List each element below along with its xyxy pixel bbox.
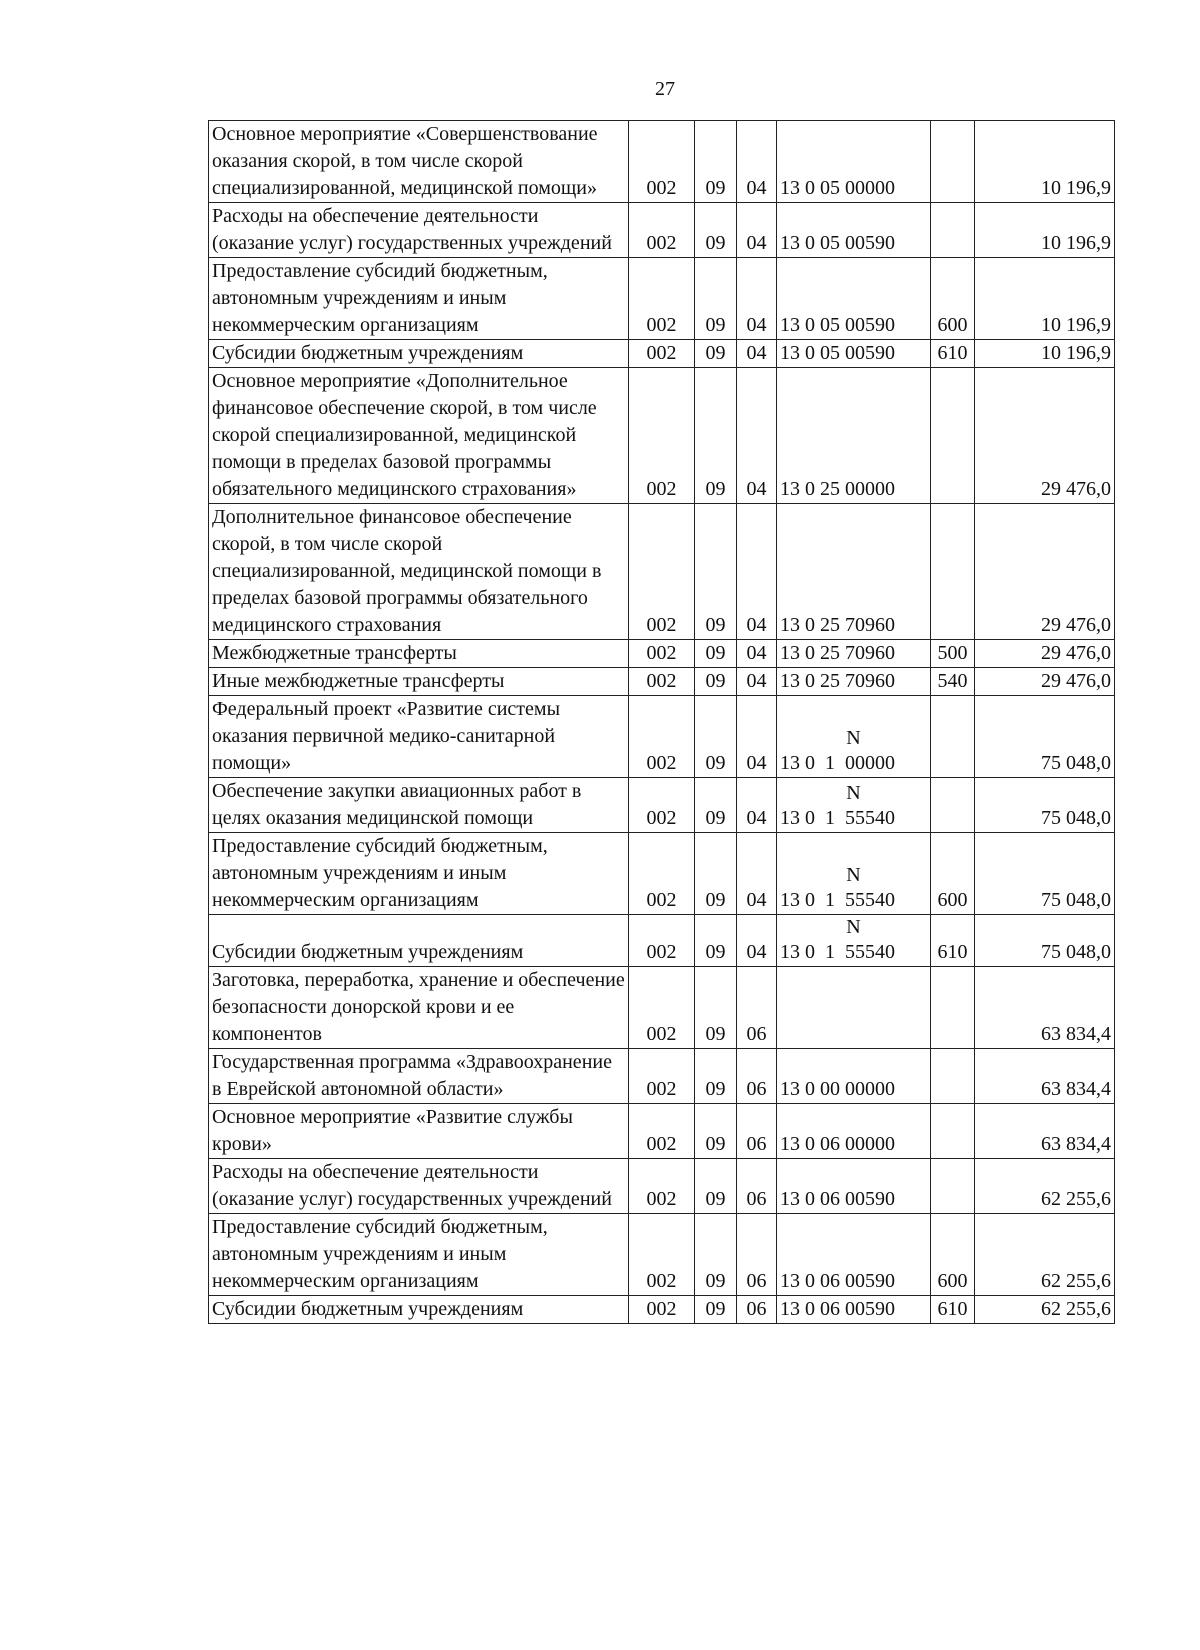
- row-name-cell: [209, 833, 629, 915]
- row-subsection-text: 04: [746, 670, 767, 692]
- row-section-cell: [695, 368, 737, 504]
- row-section-text: 09: [705, 232, 726, 254]
- row-section-cell: [695, 640, 737, 668]
- table-row: [209, 504, 1115, 640]
- row-amount-cell: [975, 258, 1115, 340]
- row-target-article-cell: [777, 833, 931, 915]
- row-name-cell: [209, 1296, 629, 1324]
- row-subsection-text: 06: [746, 1023, 767, 1045]
- row-grbs-cell: [629, 1159, 695, 1214]
- row-name-cell: [209, 1104, 629, 1159]
- row-section-text: 09: [705, 314, 726, 336]
- row-grbs-text: 002: [646, 752, 677, 774]
- row-amount-cell: [975, 1104, 1115, 1159]
- row-subsection-cell: [737, 368, 777, 504]
- table-row: [209, 1104, 1115, 1159]
- row-target-article-text: 13 0 1 55540: [780, 807, 895, 829]
- row-grbs-text: 002: [646, 478, 677, 500]
- row-name-cell: [209, 1159, 629, 1214]
- project-letter-mark: N: [846, 782, 861, 804]
- row-target-article-text: 13 0 1 00000: [780, 752, 895, 774]
- row-section-text: 09: [705, 1133, 726, 1155]
- table-row: [209, 1296, 1115, 1324]
- row-expense-type-cell: [931, 368, 975, 504]
- row-amount-cell: [975, 1049, 1115, 1104]
- row-expense-type-text: 600: [937, 889, 968, 911]
- row-subsection-cell: [737, 778, 777, 833]
- row-subsection-text: 04: [746, 889, 767, 911]
- row-grbs-text: 002: [646, 342, 677, 364]
- row-name-cell: [209, 640, 629, 668]
- row-expense-type-cell: [931, 1104, 975, 1159]
- row-amount-text: 29 476,0: [1041, 642, 1111, 664]
- row-target-article-cell: [777, 1296, 931, 1324]
- row-amount-text: 63 834,4: [1041, 1078, 1111, 1100]
- row-subsection-text: 06: [746, 1298, 767, 1320]
- row-amount-cell: [975, 1296, 1115, 1324]
- row-subsection-text: 04: [746, 642, 767, 664]
- row-grbs-text: 002: [646, 1023, 677, 1045]
- row-expense-type-text: 500: [937, 642, 968, 664]
- row-section-text: 09: [705, 642, 726, 664]
- row-name-cell: [209, 1049, 629, 1104]
- row-name-cell: [209, 203, 629, 258]
- row-grbs-text: 002: [646, 1188, 677, 1210]
- row-section-text: 09: [705, 1188, 726, 1210]
- row-expense-type-text: 600: [937, 314, 968, 336]
- row-name-text: Дополнительное финансовое обеспечение скорой, в том числе скорой специализированной, медицинской помощи в пределах базовой программы обязательного медицинского страхования: [212, 506, 602, 636]
- row-section-text: 09: [705, 478, 726, 500]
- table-row: [209, 258, 1115, 340]
- row-subsection-cell: [737, 1049, 777, 1104]
- row-expense-type-cell: [931, 668, 975, 696]
- row-expense-type-cell: [931, 504, 975, 640]
- row-name-text: Основное мероприятие «Дополнительное финансовое обеспечение скорой, в том числе скорой специализированной, медицинской помощи в пределах базовой программы обязательного медицинского страхования»: [212, 370, 597, 500]
- row-expense-type-cell: [931, 696, 975, 778]
- row-target-article-text: 13 0 25 00000: [780, 478, 895, 500]
- row-subsection-cell: [737, 1214, 777, 1296]
- row-amount-text: 63 834,4: [1041, 1133, 1111, 1155]
- row-section-cell: [695, 833, 737, 915]
- table-row: [209, 368, 1115, 504]
- row-expense-type-cell: [931, 915, 975, 967]
- row-amount-cell: [975, 640, 1115, 668]
- project-letter-mark: N: [846, 916, 861, 938]
- row-subsection-cell: [737, 258, 777, 340]
- row-grbs-cell: [629, 967, 695, 1049]
- row-target-article-text: 13 0 06 00000: [780, 1133, 895, 1155]
- table-row: [209, 1214, 1115, 1296]
- row-grbs-text: 002: [646, 1270, 677, 1292]
- row-subsection-text: 04: [746, 614, 767, 636]
- row-amount-text: 29 476,0: [1041, 614, 1111, 636]
- row-section-text: 09: [705, 342, 726, 364]
- row-amount-text: 29 476,0: [1041, 670, 1111, 692]
- row-subsection-text: 04: [746, 314, 767, 336]
- row-name-text: Заготовка, переработка, хранение и обеспечение безопасности донорской крови и ее компонентов: [212, 969, 625, 1045]
- row-amount-cell: [975, 504, 1115, 640]
- row-section-text: 09: [705, 807, 726, 829]
- row-subsection-cell: [737, 668, 777, 696]
- row-target-article-cell: [777, 1104, 931, 1159]
- row-subsection-cell: [737, 833, 777, 915]
- row-name-cell: [209, 668, 629, 696]
- row-section-cell: [695, 258, 737, 340]
- project-letter-mark: N: [846, 727, 861, 749]
- row-amount-text: 75 048,0: [1041, 889, 1111, 911]
- row-expense-type-text: 610: [937, 1298, 968, 1320]
- row-target-article-text: 13 0 06 00590: [780, 1188, 895, 1210]
- row-amount-cell: [975, 203, 1115, 258]
- table-row: [209, 640, 1115, 668]
- row-target-article-cell: [777, 915, 931, 967]
- row-amount-text: 62 255,6: [1041, 1188, 1111, 1210]
- row-subsection-text: 04: [746, 807, 767, 829]
- row-grbs-cell: [629, 640, 695, 668]
- row-subsection-cell: [737, 1104, 777, 1159]
- row-grbs-cell: [629, 778, 695, 833]
- row-grbs-cell: [629, 1296, 695, 1324]
- row-name-cell: [209, 340, 629, 368]
- row-subsection-text: 06: [746, 1133, 767, 1155]
- row-section-cell: [695, 967, 737, 1049]
- row-target-article-text: 13 0 05 00000: [780, 177, 895, 199]
- budget-table: [208, 120, 1115, 1324]
- row-section-text: 09: [705, 1078, 726, 1100]
- row-name-text: Обеспечение закупки авиационных работ в целях оказания медицинской помощи: [212, 780, 582, 829]
- row-amount-text: 75 048,0: [1041, 807, 1111, 829]
- row-grbs-cell: [629, 258, 695, 340]
- row-section-cell: [695, 203, 737, 258]
- row-name-cell: [209, 915, 629, 967]
- row-grbs-cell: [629, 368, 695, 504]
- row-grbs-cell: [629, 203, 695, 258]
- row-amount-cell: [975, 915, 1115, 967]
- row-subsection-text: 04: [746, 478, 767, 500]
- row-grbs-cell: [629, 915, 695, 967]
- table-row: [209, 340, 1115, 368]
- row-grbs-text: 002: [646, 941, 677, 963]
- row-grbs-cell: [629, 121, 695, 203]
- row-grbs-text: 002: [646, 670, 677, 692]
- row-subsection-cell: [737, 504, 777, 640]
- row-subsection-text: 04: [746, 342, 767, 364]
- table-row: [209, 668, 1115, 696]
- row-subsection-cell: [737, 203, 777, 258]
- row-amount-text: 62 255,6: [1041, 1270, 1111, 1292]
- row-name-text: Федеральный проект «Развитие системы оказания первичной медико-санитарной помощи»: [212, 698, 561, 774]
- row-target-article-cell: [777, 1159, 931, 1214]
- row-name-text: Расходы на обеспечение деятельности (оказание услуг) государственных учреждений: [212, 205, 612, 254]
- row-expense-type-cell: [931, 1296, 975, 1324]
- row-amount-cell: [975, 368, 1115, 504]
- row-name-text: Иные межбюджетные трансферты: [212, 670, 505, 692]
- row-expense-type-cell: [931, 967, 975, 1049]
- row-grbs-text: 002: [646, 807, 677, 829]
- table-row: [209, 203, 1115, 258]
- row-name-cell: [209, 368, 629, 504]
- row-subsection-text: 04: [746, 232, 767, 254]
- row-expense-type-cell: [931, 833, 975, 915]
- row-expense-type-cell: [931, 640, 975, 668]
- table-row: [209, 1159, 1115, 1214]
- row-expense-type-cell: [931, 121, 975, 203]
- row-grbs-text: 002: [646, 314, 677, 336]
- row-target-article-cell: [777, 967, 931, 1049]
- row-subsection-cell: [737, 696, 777, 778]
- row-target-article-cell: [777, 258, 931, 340]
- row-amount-cell: [975, 340, 1115, 368]
- row-amount-cell: [975, 121, 1115, 203]
- row-target-article-cell: [777, 1214, 931, 1296]
- row-section-text: 09: [705, 752, 726, 774]
- row-subsection-cell: [737, 121, 777, 203]
- row-target-article-cell: [777, 1049, 931, 1104]
- row-name-text: Предоставление субсидий бюджетным, автономным учреждениям и иным некоммерческим организациям: [212, 835, 548, 911]
- row-grbs-text: 002: [646, 1078, 677, 1100]
- row-amount-cell: [975, 778, 1115, 833]
- row-section-cell: [695, 778, 737, 833]
- row-section-text: 09: [705, 670, 726, 692]
- row-subsection-text: 04: [746, 941, 767, 963]
- row-section-text: 09: [705, 1270, 726, 1292]
- row-amount-text: 62 255,6: [1041, 1298, 1111, 1320]
- row-subsection-text: 06: [746, 1188, 767, 1210]
- row-section-cell: [695, 915, 737, 967]
- row-target-article-cell: [777, 640, 931, 668]
- row-target-article-text: 13 0 06 00590: [780, 1270, 895, 1292]
- row-section-text: 09: [705, 889, 726, 911]
- row-subsection-cell: [737, 915, 777, 967]
- row-grbs-text: 002: [646, 1298, 677, 1320]
- row-target-article-cell: [777, 504, 931, 640]
- row-amount-text: 10 196,9: [1041, 314, 1111, 336]
- row-section-cell: [695, 121, 737, 203]
- table-row: [209, 1049, 1115, 1104]
- row-name-cell: [209, 258, 629, 340]
- row-grbs-text: 002: [646, 889, 677, 911]
- project-letter-mark: N: [846, 864, 861, 886]
- row-target-article-text: 13 0 25 70960: [780, 642, 895, 664]
- row-name-cell: [209, 967, 629, 1049]
- table-row: [209, 121, 1115, 203]
- row-name-text: Субсидии бюджетным учреждениям: [212, 1298, 524, 1320]
- row-name-cell: [209, 504, 629, 640]
- row-target-article-text: 13 0 06 00590: [780, 1298, 895, 1320]
- row-expense-type-cell: [931, 1214, 975, 1296]
- row-expense-type-cell: [931, 203, 975, 258]
- row-amount-cell: [975, 668, 1115, 696]
- row-expense-type-cell: [931, 1049, 975, 1104]
- row-target-article-cell: [777, 668, 931, 696]
- row-amount-cell: [975, 1159, 1115, 1214]
- row-expense-type-cell: [931, 778, 975, 833]
- row-section-cell: [695, 1104, 737, 1159]
- row-name-cell: [209, 1214, 629, 1296]
- row-amount-cell: [975, 1214, 1115, 1296]
- row-amount-text: 29 476,0: [1041, 478, 1111, 500]
- row-grbs-cell: [629, 696, 695, 778]
- row-name-text: Предоставление субсидий бюджетным, автономным учреждениям и иным некоммерческим организациям: [212, 1216, 548, 1292]
- row-target-article-cell: [777, 696, 931, 778]
- row-amount-text: 10 196,9: [1041, 232, 1111, 254]
- table-row: [209, 915, 1115, 967]
- row-section-cell: [695, 1159, 737, 1214]
- row-grbs-text: 002: [646, 1133, 677, 1155]
- row-target-article-text: 13 0 25 70960: [780, 614, 895, 636]
- row-section-cell: [695, 696, 737, 778]
- row-grbs-text: 002: [646, 614, 677, 636]
- row-expense-type-text: 610: [937, 941, 968, 963]
- row-amount-cell: [975, 696, 1115, 778]
- row-target-article-cell: [777, 340, 931, 368]
- row-name-text: Расходы на обеспечение деятельности (оказание услуг) государственных учреждений: [212, 1161, 612, 1210]
- row-grbs-text: 002: [646, 232, 677, 254]
- row-subsection-cell: [737, 1159, 777, 1214]
- table-row: [209, 833, 1115, 915]
- row-expense-type-text: 610: [937, 342, 968, 364]
- row-amount-cell: [975, 967, 1115, 1049]
- row-target-article-text: 13 0 1 55540: [780, 941, 895, 963]
- row-subsection-text: 06: [746, 1270, 767, 1292]
- row-section-text: 09: [705, 614, 726, 636]
- row-amount-text: 63 834,4: [1041, 1023, 1111, 1045]
- row-name-cell: [209, 696, 629, 778]
- table-row: [209, 696, 1115, 778]
- row-target-article-text: 13 0 25 70960: [780, 670, 895, 692]
- row-name-text: Основное мероприятие «Совершенствование оказания скорой, в том числе скорой специализированной, медицинской помощи»: [212, 123, 598, 199]
- row-expense-type-text: 540: [937, 670, 968, 692]
- row-section-cell: [695, 668, 737, 696]
- row-amount-text: 10 196,9: [1041, 177, 1111, 199]
- row-section-cell: [695, 340, 737, 368]
- row-grbs-text: 002: [646, 177, 677, 199]
- row-name-text: Субсидии бюджетным учреждениям: [212, 941, 524, 963]
- row-amount-text: 75 048,0: [1041, 941, 1111, 963]
- row-subsection-text: 04: [746, 177, 767, 199]
- row-grbs-cell: [629, 1049, 695, 1104]
- row-name-cell: [209, 121, 629, 203]
- row-target-article-text: 13 0 05 00590: [780, 232, 895, 254]
- row-section-text: 09: [705, 177, 726, 199]
- row-expense-type-text: 600: [937, 1270, 968, 1292]
- row-grbs-cell: [629, 833, 695, 915]
- row-grbs-cell: [629, 1214, 695, 1296]
- row-amount-text: 75 048,0: [1041, 752, 1111, 774]
- row-name-text: Субсидии бюджетным учреждениям: [212, 342, 524, 364]
- row-section-cell: [695, 1049, 737, 1104]
- row-target-article-cell: [777, 778, 931, 833]
- row-subsection-text: 06: [746, 1078, 767, 1100]
- row-target-article-text: 13 0 05 00590: [780, 314, 895, 336]
- page-number: 27: [655, 78, 675, 100]
- row-target-article-cell: [777, 203, 931, 258]
- row-section-text: 09: [705, 941, 726, 963]
- row-expense-type-cell: [931, 258, 975, 340]
- row-grbs-text: 002: [646, 642, 677, 664]
- row-subsection-cell: [737, 1296, 777, 1324]
- row-subsection-cell: [737, 340, 777, 368]
- row-subsection-cell: [737, 640, 777, 668]
- row-grbs-cell: [629, 504, 695, 640]
- row-subsection-text: 04: [746, 752, 767, 774]
- row-section-text: 09: [705, 1298, 726, 1320]
- row-target-article-cell: [777, 368, 931, 504]
- row-name-text: Предоставление субсидий бюджетным, автономным учреждениям и иным некоммерческим организациям: [212, 260, 548, 336]
- row-target-article-text: 13 0 1 55540: [780, 889, 895, 911]
- row-expense-type-cell: [931, 1159, 975, 1214]
- row-grbs-cell: [629, 668, 695, 696]
- row-section-cell: [695, 504, 737, 640]
- row-name-text: Государственная программа «Здравоохранение в Еврейской автономной области»: [212, 1051, 612, 1100]
- row-amount-cell: [975, 833, 1115, 915]
- row-target-article-cell: [777, 121, 931, 203]
- row-amount-text: 10 196,9: [1041, 342, 1111, 364]
- row-subsection-cell: [737, 967, 777, 1049]
- row-name-cell: [209, 778, 629, 833]
- row-name-text: Межбюджетные трансферты: [212, 642, 457, 664]
- row-section-cell: [695, 1214, 737, 1296]
- row-section-cell: [695, 1296, 737, 1324]
- table-row: [209, 778, 1115, 833]
- row-grbs-cell: [629, 340, 695, 368]
- row-target-article-text: 13 0 00 00000: [780, 1078, 895, 1100]
- row-grbs-cell: [629, 1104, 695, 1159]
- table-row: [209, 967, 1115, 1049]
- row-section-text: 09: [705, 1023, 726, 1045]
- row-expense-type-cell: [931, 340, 975, 368]
- row-target-article-text: 13 0 05 00590: [780, 342, 895, 364]
- row-name-text: Основное мероприятие «Развитие службы крови»: [212, 1106, 573, 1155]
